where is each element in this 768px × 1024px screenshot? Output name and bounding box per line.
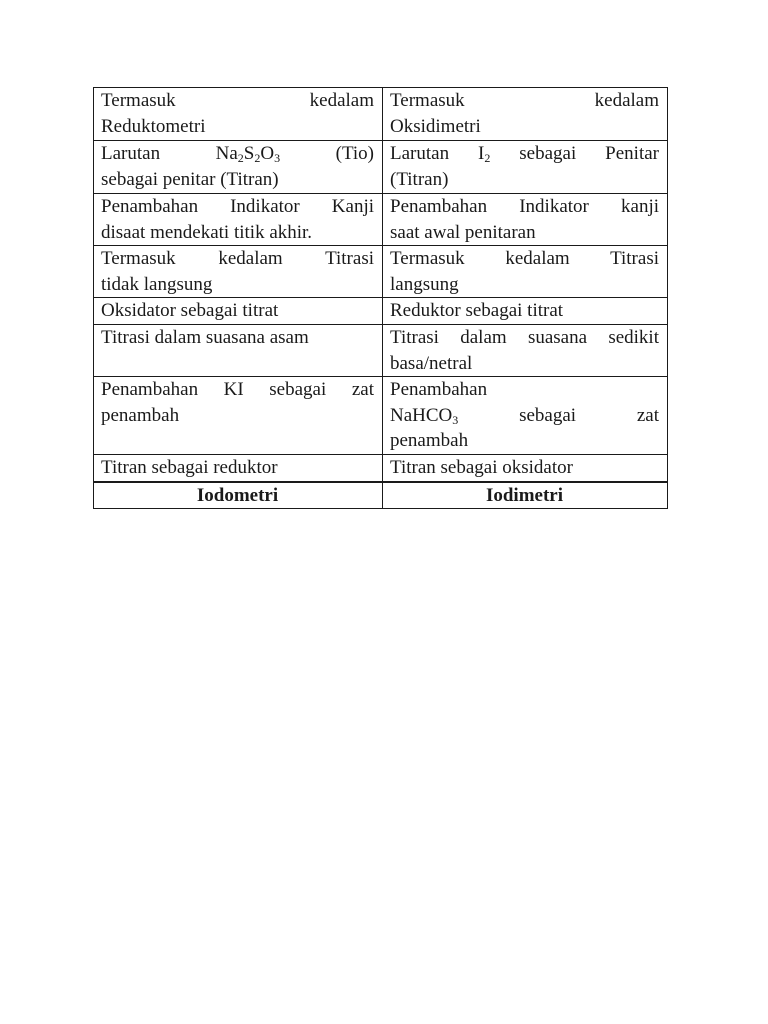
- column-label-iodometri: Iodometri: [94, 482, 383, 509]
- iodometri-cell: [94, 88, 383, 141]
- cell-line: penambah: [101, 404, 180, 426]
- table-row: [94, 325, 668, 377]
- table-row: [94, 141, 668, 194]
- iodimetri-cell: [383, 298, 668, 325]
- iodometri-cell: [94, 377, 383, 455]
- cell-line: Termasuk kedalam Titrasi: [101, 248, 374, 269]
- cell-line: langsung: [390, 273, 459, 295]
- cell-line: tidak langsung: [101, 273, 213, 295]
- table-row: [94, 377, 668, 455]
- cell-line: Reduktor sebagai titrat: [390, 300, 564, 321]
- cell-line: sebagai penitar (Titran): [101, 168, 279, 190]
- table-footer-row: [94, 482, 668, 509]
- iodimetri-cell: [383, 88, 668, 141]
- cell-line: Titrasi dalam suasana sedikit: [390, 327, 659, 348]
- cell-line: disaat mendekati titik akhir.: [101, 221, 313, 243]
- cell-line: Termasuk kedalam: [101, 90, 374, 111]
- cell-line: Oksidator sebagai titrat: [101, 300, 279, 321]
- table-row: [94, 298, 668, 325]
- table-row: [94, 88, 668, 141]
- column-label-iodimetri: Iodimetri: [383, 482, 668, 509]
- cell-line: saat awal penitaran: [390, 221, 536, 243]
- cell-line: penambah: [390, 430, 469, 451]
- cell-line: Larutan $Na_2S_2O_3$ (Tio): [101, 143, 375, 165]
- cell-line: NaHCO$_3$ sebagai zat: [390, 404, 659, 427]
- cell-line: Termasuk kedalam: [390, 90, 659, 111]
- cell-line: Penambahan: [390, 379, 488, 400]
- cell-line: Oksidimetri: [390, 115, 481, 137]
- iodometri-cell: [94, 194, 383, 246]
- iodometri-cell: [94, 325, 383, 377]
- cell-line: Reduktometri: [101, 115, 206, 137]
- iodimetri-cell: [383, 325, 668, 377]
- cell-line: Termasuk kedalam Titrasi: [390, 248, 659, 269]
- iodometri-cell: [94, 298, 383, 325]
- cell-line: Penambahan KI sebagai zat: [101, 379, 374, 400]
- iodimetri-cell: [383, 194, 668, 246]
- cell-line: Larutan $I_2$ sebagai Penitar: [390, 143, 659, 165]
- cell-line: Titrasi dalam suasana asam: [101, 327, 309, 348]
- table-row: [94, 246, 668, 298]
- iodometri-cell: [94, 246, 383, 298]
- comparison-table: [93, 87, 668, 509]
- iodimetri-cell: [383, 377, 668, 455]
- iodometri-cell: [94, 454, 383, 482]
- cell-line: Penambahan Indikator Kanji: [101, 196, 374, 217]
- table-row: [94, 454, 668, 482]
- cell-line: Titran sebagai reduktor: [101, 456, 278, 478]
- iodimetri-cell: [383, 246, 668, 298]
- cell-line: basa/netral: [390, 352, 473, 374]
- iodimetri-cell: [383, 454, 668, 482]
- table-row: [94, 194, 668, 246]
- cell-line: Titran sebagai oksidator: [390, 456, 573, 478]
- iodometri-cell: [94, 141, 383, 194]
- cell-line: (Titran): [390, 168, 449, 190]
- cell-line: Penambahan Indikator kanji: [390, 196, 659, 217]
- iodimetri-cell: [383, 141, 668, 194]
